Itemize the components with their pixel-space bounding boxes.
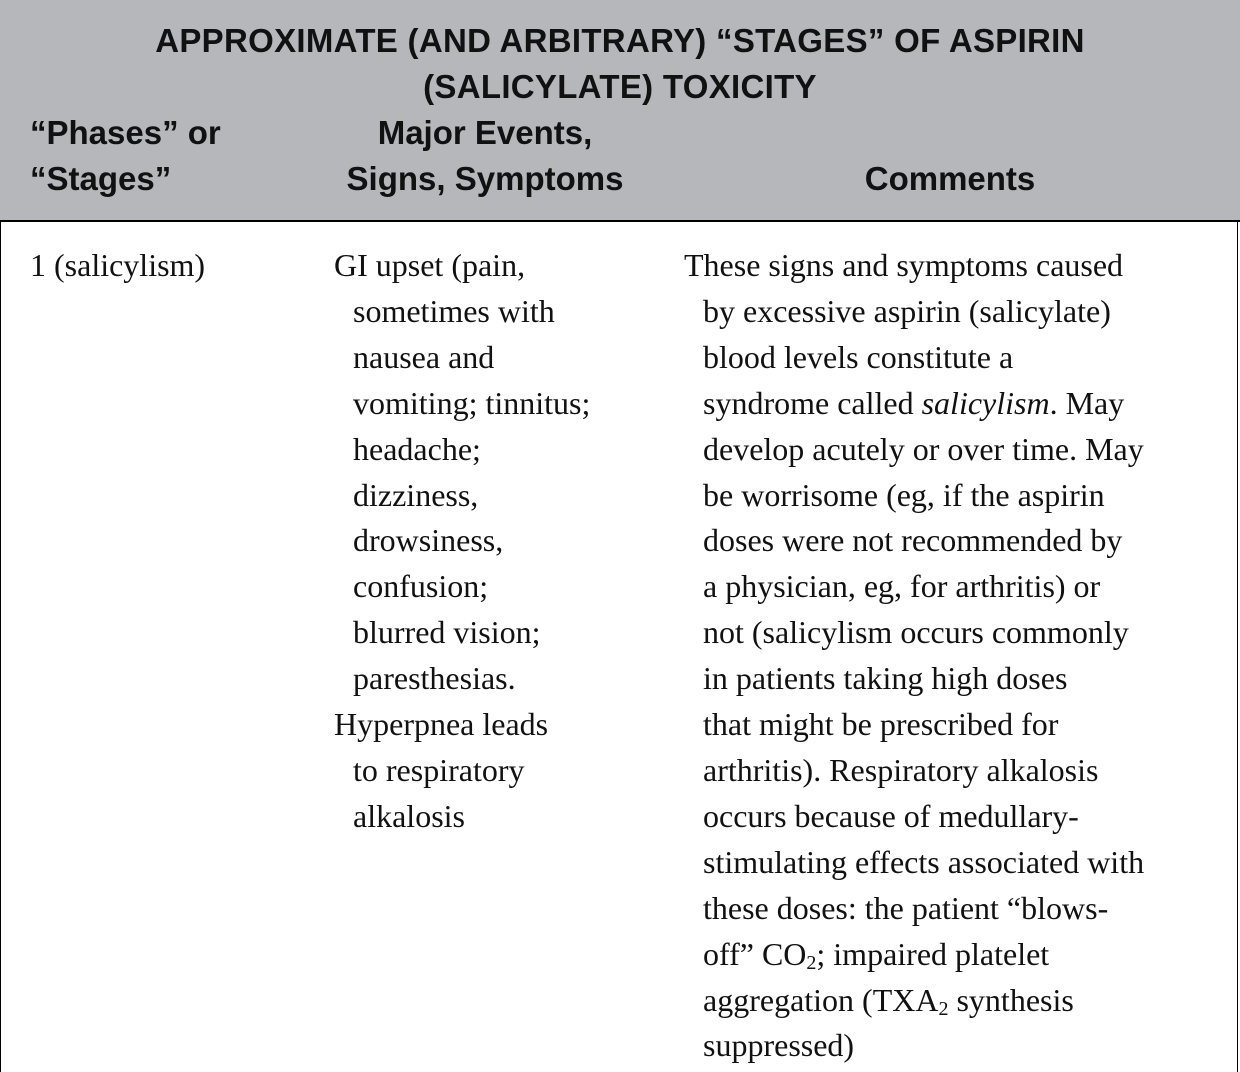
events-line: alkalosis <box>353 797 465 834</box>
comments-text: syndrome called <box>703 384 922 421</box>
table-header <box>0 0 1240 222</box>
events-line: GI upset (pain, <box>334 247 526 283</box>
comments-text: aggregation (TXA <box>703 981 939 1018</box>
comments-line: stimulating effects associated with <box>703 843 1145 880</box>
events-line: vomiting; tinnitus; <box>353 384 591 421</box>
comments-line: develop acutely or over time. May <box>703 430 1144 467</box>
subscript: 2 <box>938 997 949 1020</box>
comments-line <box>684 932 1234 978</box>
comments-text: . May <box>1049 384 1125 421</box>
events-line: to respiratory <box>353 751 525 788</box>
comments-text: synthesis <box>948 981 1074 1018</box>
comments-line: suppressed) <box>703 1027 855 1064</box>
comments-line: occurs because of medullary- <box>703 797 1079 834</box>
table-title <box>0 18 1240 110</box>
comments-line: blood levels constitute a <box>703 338 1014 375</box>
table-cell-phase: 1 (salicylism) <box>30 247 206 283</box>
column-header-comments <box>660 156 1240 202</box>
comments-line: doses were not recommended by <box>703 522 1123 559</box>
column-header-events-line-2: Signs, Symptoms <box>346 160 624 197</box>
column-header-phases <box>30 110 320 202</box>
events-line: confusion; <box>353 568 489 605</box>
events-line: drowsiness, <box>353 522 504 559</box>
comments-line: these doses: the patient “blows- <box>703 889 1109 926</box>
column-header-phases-line-2: “Stages” <box>30 160 172 197</box>
comments-line: in patients taking high doses <box>703 660 1068 697</box>
title-line-2: (SALICYLATE) TOXICITY <box>423 68 817 105</box>
events-line: paresthesias. <box>353 660 516 697</box>
events-line: nausea and <box>353 338 495 375</box>
column-header-events-line-1: Major Events, <box>377 114 593 151</box>
events-line: headache; <box>353 430 481 467</box>
events-line: dizziness, <box>353 476 479 513</box>
salicylism-term: salicylism <box>921 384 1050 421</box>
comments-text: ; impaired platelet <box>816 935 1050 972</box>
comments-line <box>684 978 1234 1024</box>
events-line: blurred vision; <box>353 614 541 651</box>
comments-line: arthritis). Respiratory alkalosis <box>703 751 1099 788</box>
table-cell-comments <box>684 243 1234 1069</box>
subscript: 2 <box>806 951 817 974</box>
comments-line: by excessive aspirin (salicylate) <box>703 292 1111 329</box>
table-cell-events <box>334 243 654 840</box>
comments-line: that might be prescribed for <box>703 706 1059 743</box>
comments-line: be worrisome (eg, if the aspirin <box>703 476 1105 513</box>
events-line: sometimes with <box>353 292 555 329</box>
column-header-phases-line-1: “Phases” or <box>30 114 221 151</box>
events-line: Hyperpnea leads <box>334 706 549 743</box>
title-line-1: APPROXIMATE (AND ARBITRARY) “STAGES” OF ASPIRIN <box>155 22 1085 59</box>
column-header-comments-label: Comments <box>864 160 1036 197</box>
comments-line: These signs and symptoms caused <box>684 247 1124 283</box>
comments-line: not (salicylism occurs commonly <box>703 614 1129 651</box>
comments-line: a physician, eg, for arthritis) or <box>703 568 1101 605</box>
comments-text: off” CO <box>703 935 807 972</box>
comments-line <box>684 381 1234 427</box>
column-header-events <box>320 110 650 202</box>
